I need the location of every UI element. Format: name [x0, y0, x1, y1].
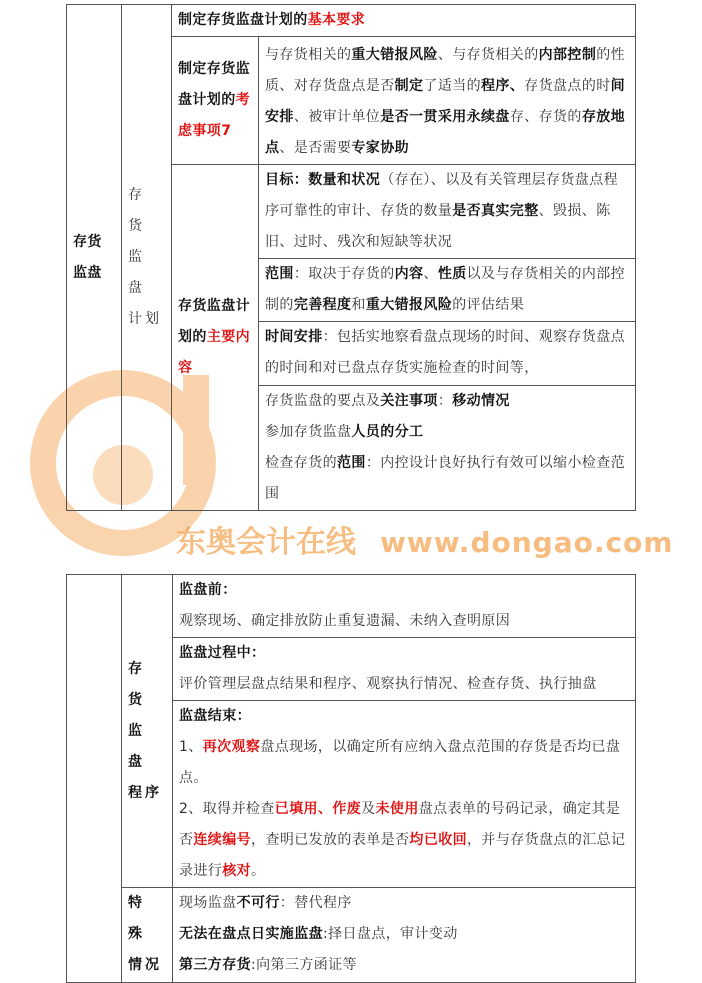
bold-text: 第三方存货 — [179, 957, 251, 973]
text-segment: 观察现场、确定排放防止重复遗漏、未纳入查明原因 — [179, 613, 511, 629]
bold-text: 范围 — [337, 455, 366, 471]
text-segment: （存在）、以及有关管理层存货盘点程序可靠性的审计、存货的数量 — [265, 172, 619, 219]
text-segment: 和 — [351, 297, 366, 313]
watermark-band — [66, 511, 702, 574]
text-segment: 及 — [361, 801, 376, 817]
highlight-text: 均已收回 — [409, 832, 468, 848]
highlight-text: 已填用、作废 — [274, 801, 362, 817]
bold-text: 不可行 — [236, 895, 280, 911]
text-segment: 、毁损、陈旧、过时、残次和短缺等状况 — [265, 203, 611, 250]
text-segment: 制定存货监盘计划的 — [178, 12, 308, 28]
highlight-text: 再次观察 — [202, 739, 261, 755]
bold-text: 是否真实完整 — [452, 203, 539, 219]
highlight-text: 基本要求 — [307, 12, 366, 28]
basic-requirements-header — [172, 5, 636, 37]
text-segment: 的评估结果 — [452, 297, 525, 313]
scope-cell — [259, 259, 636, 322]
watermark-text: 东奥会计在线 — [176, 524, 356, 560]
text-segment: 盘点现场，以确定所有应纳入盘点范围的存货是否均已盘点。 2、取得并检查 — [179, 739, 621, 817]
text-segment: :向第三方函证等 — [251, 957, 357, 973]
bold-text: 时间安排 — [265, 329, 323, 345]
text-segment: 、与存货相关的 — [437, 47, 539, 63]
bold-text: 间安排 — [265, 78, 626, 125]
bold-text: 关注事项 — [380, 393, 438, 409]
text-segment: 的性质、对存货盘点是否 — [265, 47, 626, 94]
text-segment: ： — [437, 393, 453, 409]
bold-text: 范围 — [265, 266, 294, 282]
section-label-plan: 存 货 监 盘 计划 — [122, 5, 172, 511]
text-segment: ：包括实地察看盘点现场的时间、观察存货盘点的时间和对已盘点存货实施检查的时间等， — [265, 329, 626, 376]
bold-text: 无法在盘点日实施监盘 — [179, 926, 323, 942]
bold-text: 重大错报风险 — [365, 297, 453, 313]
bold-text: 监盘结束： — [179, 708, 251, 724]
procedure-label: 存 货 监 盘 程序 — [122, 575, 173, 888]
bold-text: 完善程度 — [293, 297, 352, 313]
text-segment: 检查存货的 — [265, 455, 337, 471]
watermark-url: www.dongao.com — [380, 525, 674, 559]
during-count-cell — [173, 638, 636, 701]
consider-items-text — [259, 37, 636, 165]
bold-text: 是否一贯采用永续盘 — [380, 109, 510, 125]
bold-text: 存放地点 — [265, 109, 626, 156]
bold-text: 监盘前： — [179, 582, 237, 598]
text-segment: 以及与存货相关的内部控制的 — [265, 266, 626, 313]
highlight-text: 连续编号 — [193, 832, 252, 848]
text-segment: 评价管理层盘点结果和程序、观察执行情况、检查存货、执行抽盘 — [179, 676, 597, 692]
text-segment: 1、 — [179, 739, 203, 755]
text-segment: 、被审计单位 — [293, 109, 381, 125]
before-count-cell — [173, 575, 636, 638]
text-segment: 存、存货的 — [509, 109, 582, 125]
bold-text: 专家协助 — [351, 140, 410, 156]
text-segment: ：替代程序 — [279, 895, 352, 911]
text-segment: ：内控设计良好执行有效可以缩小检查范围 — [265, 455, 626, 502]
text-segment: 与存货相关的 — [265, 47, 352, 63]
bold-text: 重大错报风险 — [351, 47, 438, 63]
bold-text: 内部控制 — [538, 47, 597, 63]
highlight-text: 主要内容 — [178, 329, 251, 376]
highlight-text: 核对 — [222, 863, 252, 879]
special-label: 特 殊 情况 — [122, 888, 173, 983]
bold-text: 监盘过程中： — [179, 645, 266, 661]
section-label-inventory-count: 存货监盘 — [67, 5, 122, 511]
text-segment: 现场监盘 — [179, 895, 237, 911]
bold-text: 内容 — [394, 266, 424, 282]
key-points-cell — [259, 386, 636, 511]
bold-text: 目标：数量和状况 — [265, 172, 381, 188]
text-segment: 参加存货监盘 — [265, 424, 352, 440]
text-segment: 了适当的 — [423, 78, 482, 94]
text-segment: ：取决于存货的 — [293, 266, 395, 282]
bold-text: 移动情况 — [452, 393, 510, 409]
highlight-text: 考虑事项7 — [178, 92, 251, 139]
text-segment: 、是否需要 — [279, 140, 352, 156]
consider-items-label — [172, 37, 259, 165]
special-cases-cell — [173, 888, 636, 983]
text-segment: ，查明已发放的表单是否 — [251, 832, 410, 848]
blank-cell — [67, 575, 122, 983]
objective-cell — [259, 165, 636, 259]
inventory-plan-table — [66, 4, 636, 511]
highlight-text: 未使用 — [375, 801, 419, 817]
text-segment: 存货盘点的时 — [524, 78, 611, 94]
text-segment: 、 — [423, 266, 438, 282]
bold-text: 制定 — [394, 78, 424, 94]
bold-text: 制定存货监盘计划的 — [178, 61, 250, 108]
text-segment: ，并与存货盘点的汇总记录进行 — [179, 832, 626, 879]
text-segment: 。 — [251, 863, 266, 879]
text-segment: 盘点表单的号码记录，确定其是否 — [179, 801, 621, 848]
main-content-label — [172, 165, 259, 511]
bold-text: 性质 — [437, 266, 467, 282]
text-segment: 存货监盘的要点及 — [265, 393, 381, 409]
bold-text: 程序、 — [481, 78, 525, 94]
bold-text: 人员的分工 — [351, 424, 424, 440]
bold-text: 存货监盘计划的 — [178, 298, 250, 345]
text-segment: :择日盘点，审计变动 — [323, 926, 458, 942]
timing-cell — [259, 322, 636, 386]
after-count-cell — [173, 701, 636, 888]
